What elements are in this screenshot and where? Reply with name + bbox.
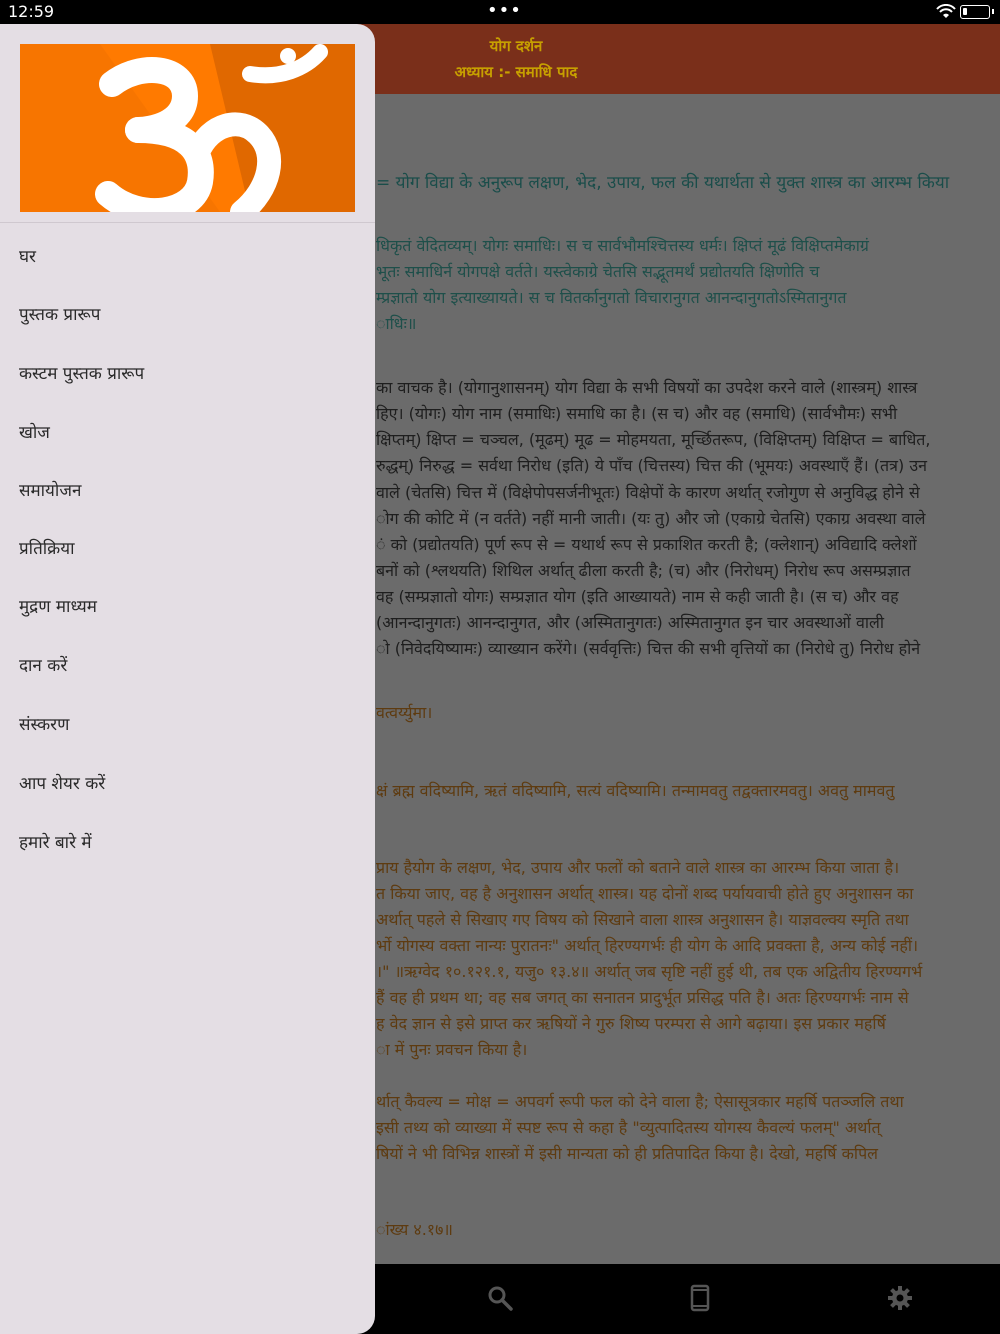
menu-item-share[interactable]: आप शेयर करें <box>19 774 106 794</box>
content-line: ं को (प्रद्योतयति) पूर्ण रूप से = यथार्थ रूप से प्रकाशित करती है; (क्लेशान्) अविद्यादि क्लेशों <box>376 535 917 554</box>
content-line: म्प्रज्ञातो योग इत्याख्यायते। स च वितर्कानुगतो विचारानुगत आनन्दानुगतोऽस्मितानुगत <box>376 288 847 307</box>
content-line: धिकृतं वेदितव्यम्। योगः समाधिः। स च सार्वभौमश्चित्तस्य धर्मः। क्षिप्तं मूढं विक्षिप्तमेकाग्रं <box>376 236 869 255</box>
navigation-drawer <box>0 24 375 1334</box>
content-line: हिए। (योगः) योग नाम (समाधिः) समाधि का है। (स च) और वह (समाधि) (सार्वभौमः) सभी <box>376 404 898 423</box>
content-line: ांख्य ४.१७॥ <box>376 1220 454 1239</box>
divider <box>0 222 375 223</box>
content-line: ह वेद ज्ञान से इसे प्राप्त कर ऋषियों ने गुरु शिष्य परम्परा से आगे बढ़ाया। इस प्रकार महर्षि <box>376 1014 886 1033</box>
om-icon <box>20 44 355 212</box>
content-line: षियों ने भी विभिन्न शास्त्रों में इसी मान्यता को ही प्रतिपादित किया है। देखो, महर्षि कपिल <box>376 1144 878 1163</box>
content-line: ा में पुनः प्रवचन किया है। <box>376 1040 528 1059</box>
search-icon[interactable] <box>486 1284 514 1312</box>
menu-item-donate[interactable]: दान करें <box>19 656 68 676</box>
content-line: र्भो योगस्य वक्ता नान्यः पुरातनः" अर्थात् हिरण्यगर्भः ही योग के आदि प्रवक्ता है, अन्य कोई नहीं। <box>376 936 919 955</box>
content-line: वाले (चेतसि) चित्त में (विक्षेपोपसर्जनीभूतः) विक्षेपों के कारण अर्थात् रजोगुण से अनुविद्ध होने से <box>376 483 920 502</box>
menu-item-settings[interactable]: समायोजन <box>19 481 82 501</box>
content-line: का वाचक है। (योगानुशासनम्) योग विद्या के सभी विषयों का उपदेश करने वाले (शास्त्रम्) शास्त्र <box>376 378 918 397</box>
menu-item-version[interactable]: संस्करण <box>19 715 70 735</box>
multitask-dots: ••• <box>487 0 522 21</box>
content-line: हैं वह ही प्रथम था; वह सब जगत् का सनातन प्रादुर्भूत प्रसिद्ध पति है। अतः हिरण्यगर्भः नाम से <box>376 988 909 1007</box>
content-line: रुद्धम्) निरुद्ध = सर्वथा निरोध (इति) ये पाँच (चित्तस्य) चित्त की (भूमयः) अवस्थाएँ हैं। (तत्र) उन <box>376 456 927 475</box>
content-line: इसी तथ्य को व्याख्या में स्पष्ट रूप से कहा है "व्युत्पादितस्य योगस्य कैवल्यं फलम्" अर्थात् <box>376 1118 881 1137</box>
menu-item-feedback[interactable]: प्रतिक्रिया <box>19 539 75 559</box>
content-line: वत्वर्य्युमा। <box>376 703 433 722</box>
battery-tip <box>992 9 994 14</box>
wifi-icon <box>936 4 956 20</box>
chapter-title: अध्याय :- समाधि पाद <box>454 63 578 81</box>
content-line: क्षं ब्रह्म वदिष्यामि, ऋतं वदिष्यामि, सत्यं वदिष्यामि। तन्मामवतु तद्वक्तारमवतु। अवतु मामवतु <box>376 781 895 800</box>
menu-item-about[interactable]: हमारे बारे में <box>19 833 92 853</box>
content-line: अर्थात् पहले से सिखाए गए विषय को सिखाने वाला शास्त्र अनुशासन है। याज्ञवल्क्य स्मृति तथा <box>376 910 909 929</box>
menu-item-book-format[interactable]: पुस्तक प्रारूप <box>19 305 101 325</box>
content-line: (आनन्दानुगतः) आनन्दानुगत, और (अस्मितानुगतः) अस्मितानुगत इन चार अवस्थाओं वाली <box>376 613 884 632</box>
content-line: वह (सम्प्रज्ञातो योगः) सम्प्रज्ञात योग (इति आख्यायते) नाम से कही जाती है। (स च) और वह <box>376 587 899 606</box>
menu-item-custom-book-format[interactable]: कस्टम पुस्तक प्रारूप <box>19 364 145 384</box>
battery-icon <box>960 5 990 19</box>
content-line: प्राय हैयोग के लक्षण, भेद, उपाय और फलों को बताने वाले शास्त्र का आरम्भ किया जाता है। <box>376 858 900 877</box>
status-bar <box>0 0 1000 24</box>
menu-item-search[interactable]: खोज <box>19 423 50 443</box>
book-title: योग दर्शन <box>489 37 543 55</box>
device-icon[interactable] <box>686 1284 714 1312</box>
content-line: = योग विद्या के अनुरूप लक्षण, भेद, उपाय, फल की यथार्थता से युक्त शास्त्र का आरम्भ किया <box>376 173 950 193</box>
content-line: ।" ॥ऋग्वेद १०.१२१.१, यजु० १३.४॥ अर्थात् जब सृष्टि नहीं हुई थी, तब एक अद्वितीय हिरण्यगर्भ <box>376 962 923 981</box>
content-line: भूतः समाधिर्न योगपक्षे वर्तते। यस्त्वेकाग्रे चेतसि सद्भूतमर्थं प्रद्योतयति क्षिणोति च <box>376 262 820 281</box>
menu-item-home[interactable]: घर <box>19 247 36 267</box>
content-line: ो (निवेदयिष्यामः) व्याख्यान करेंगे। (सर्ववृत्तिः) चित्त की सभी वृत्तियों का (निरोधे तु) निरोध होने <box>376 639 921 658</box>
status-time: 12:59 <box>8 2 55 21</box>
content-line: ाधिः॥ <box>376 314 417 333</box>
content-line: त किया जाए, वह है अनुशासन अर्थात् शास्त्र। यह दोनों शब्द पर्यायवाची होते हुए अनुशासन का <box>376 884 914 903</box>
content-line: बनों को (श्लथयति) शिथिल अर्थात् ढीला करती है; (च) और (निरोधम्) निरोध रूप असम्प्रज्ञात <box>376 561 911 580</box>
content-line: ोग की कोटि में (न वर्तते) नहीं मानी जाती। (यः तु) और जो (एकाग्रे चेतसि) एकाग्र अवस्था वाले <box>376 509 926 528</box>
content-line: र्थात् कैवल्य = मोक्ष = अपवर्ग रूपी फल को देने वाला है; ऐसासूत्रकार महर्षि पतञ्जलि तथा <box>376 1092 904 1111</box>
content-line: क्षिप्तम्) क्षिप्त = चञ्चल, (मूढम्) मूढ = मोहमयता, मूर्च्छितरूप, (विक्षिप्तम्) विक्षिप्त = बाधित, <box>376 430 931 449</box>
gear-icon[interactable] <box>886 1284 914 1312</box>
menu-item-print-medium[interactable]: मुद्रण माध्यम <box>19 597 97 617</box>
